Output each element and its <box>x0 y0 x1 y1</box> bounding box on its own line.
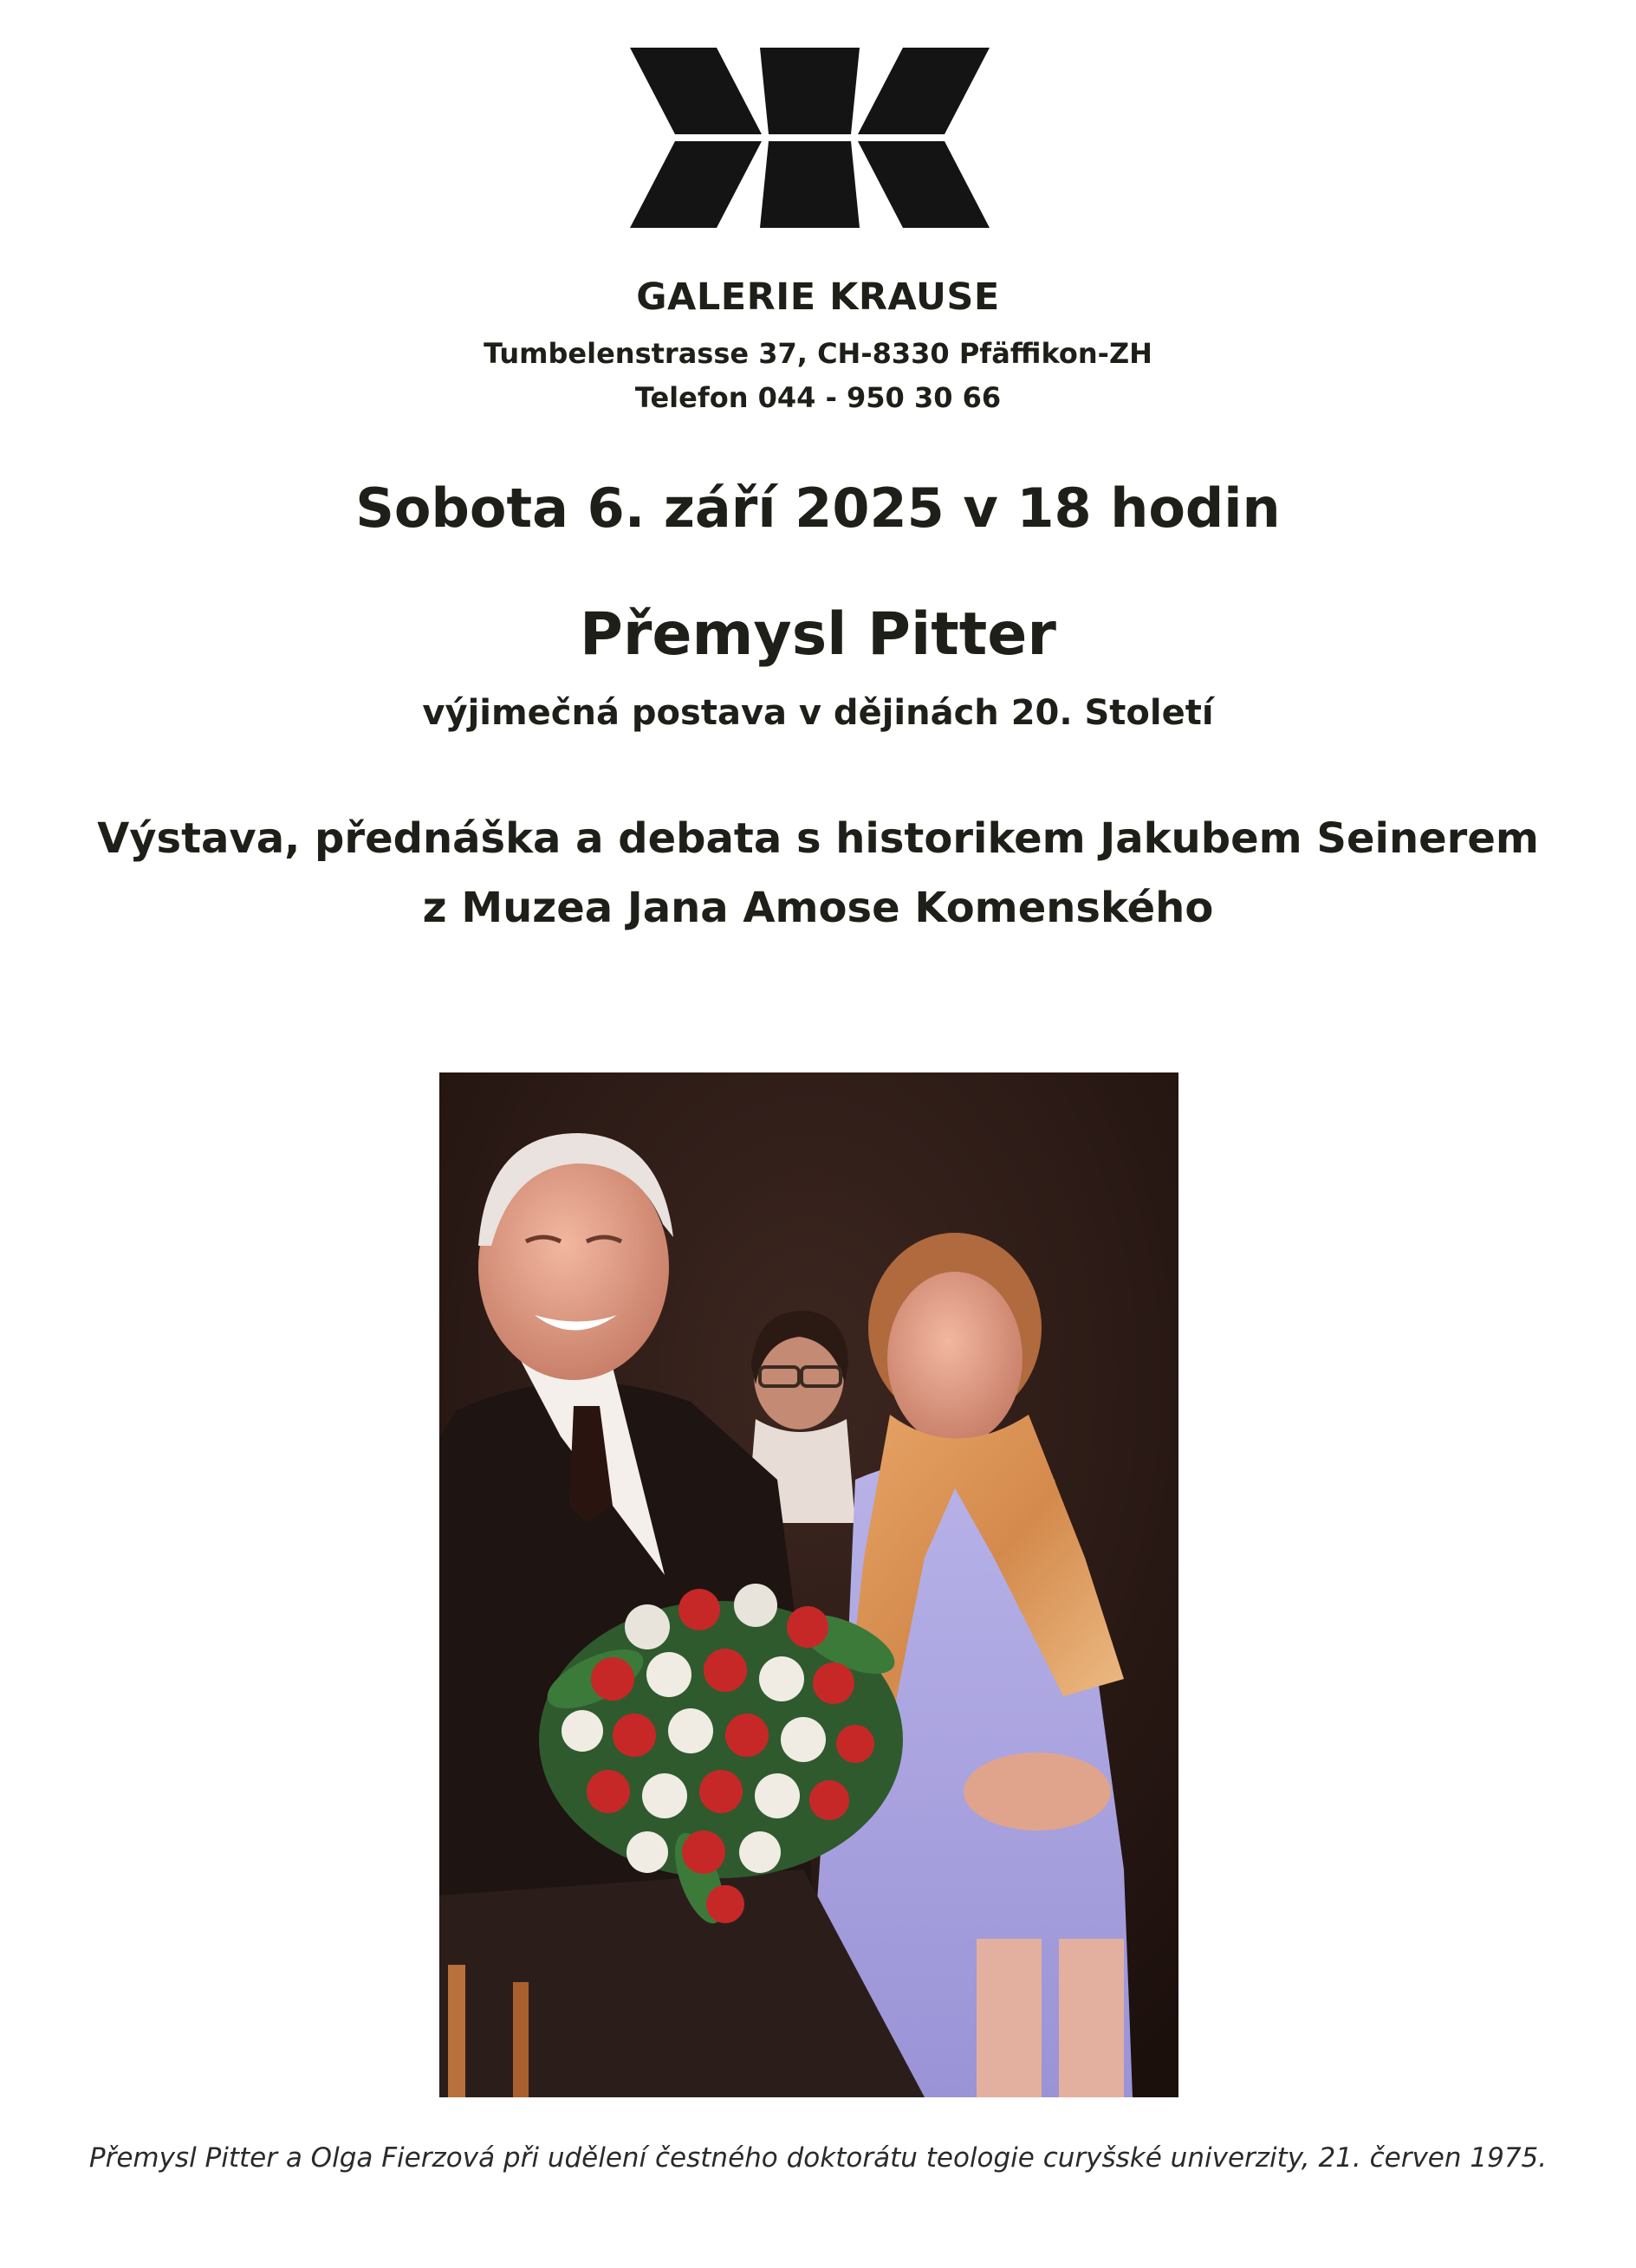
gallery-phone: Telefon 044 - 950 30 66 <box>634 381 1002 414</box>
photo-caption: Přemysl Pitter a Olga Fierzová při udělení čestného doktorátu teologie curyšské univerzity, 21. červen 1975. <box>88 2142 1548 2174</box>
historical-photo <box>439 1072 1178 2097</box>
event-subtitle: výjimečná postava v dějinách 20. Století <box>422 693 1214 733</box>
gallery-name: GALERIE KRAUSE <box>636 275 1000 319</box>
gallery-address: Tumbelenstrasse 37, CH-8330 Pfäffikon-ZH <box>484 337 1152 370</box>
event-title: Přemysl Pitter <box>580 600 1056 669</box>
gallery-logo-icon <box>630 48 990 228</box>
event-date: Sobota 6. září 2025 v 18 hodin <box>355 476 1281 540</box>
event-description-line1: Výstava, přednáška a debata s historikem Jakubem Seinerem <box>97 814 1539 863</box>
event-description-line2: z Muzea Jana Amose Komenského <box>422 884 1214 932</box>
